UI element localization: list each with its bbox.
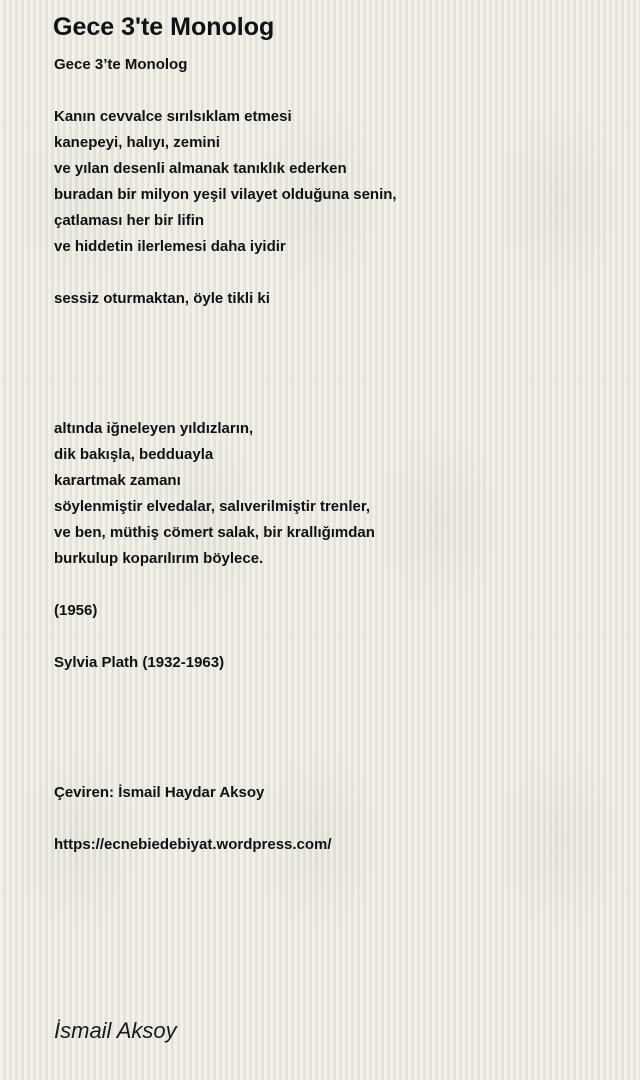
poem-blank-line <box>54 78 614 104</box>
poem-line: burkulup koparılırım böylece. <box>54 550 264 567</box>
poem-year: (1956) <box>54 602 98 619</box>
source-url: https://ecnebiedebiyat.wordpress.com/ <box>54 836 332 853</box>
poem-subtitle: Gece 3’te Monolog <box>54 56 188 73</box>
poem-blank-line <box>54 702 614 728</box>
poem-blank-line <box>54 624 614 650</box>
poem-blank-line <box>54 754 614 780</box>
poem-line: söylenmiştir elvedalar, salıverilmiştir trenler, <box>54 498 371 515</box>
poem-line: Kanın cevvalce sırılsıklam etmesi <box>54 108 292 125</box>
poem-blank-line <box>54 728 614 754</box>
poem-blank-line <box>54 806 614 832</box>
poem-line: altında iğneleyen yıldızların, <box>54 420 254 437</box>
poem-blank-line <box>54 572 614 598</box>
poem-line: ve yılan desenli almanak tanıklık ederken <box>54 160 347 177</box>
poem-line: karartmak zamanı <box>54 472 181 489</box>
page-title: Gece 3'te Monolog <box>53 13 275 41</box>
poem-line: buradan bir milyon yeşil vilayet olduğuna senin, <box>54 186 397 203</box>
poem-blank-line <box>54 260 614 286</box>
poem-blank-line <box>54 338 614 364</box>
poem-blank-line <box>54 390 614 416</box>
poem-body <box>54 52 614 858</box>
poem-blank-line <box>54 364 614 390</box>
poem-line: çatlaması her bir lifin <box>54 212 205 229</box>
poem-author: Sylvia Plath (1932-1963) <box>54 654 225 671</box>
poem-line: dik bakışla, bedduayla <box>54 446 214 463</box>
author-signature: İsmail Aksoy <box>54 1018 177 1043</box>
poem-line: ve hiddetin ilerlemesi daha iyidir <box>54 238 286 255</box>
poem-line: sessiz oturmaktan, öyle tikli ki <box>54 290 270 307</box>
poem-blank-line <box>54 676 614 702</box>
poem-blank-line <box>54 312 614 338</box>
poem-line: ve ben, müthiş cömert salak, bir krallığımdan <box>54 524 375 541</box>
translator-credit: Çeviren: İsmail Haydar Aksoy <box>54 784 265 801</box>
poem-line: kanepeyi, halıyı, zemini <box>54 134 220 151</box>
